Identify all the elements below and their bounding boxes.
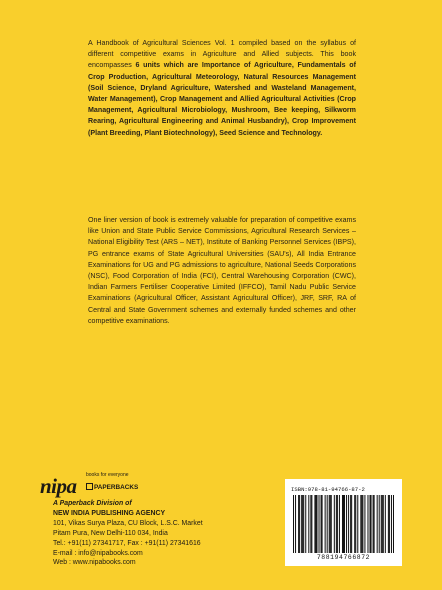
barcode-bar bbox=[391, 495, 392, 553]
publisher-phone: Tel.: +91(11) 27341717, Fax : +91(11) 27341616 bbox=[53, 539, 201, 547]
publisher-web: Web : www.nipabooks.com bbox=[53, 559, 136, 567]
barcode-bar bbox=[357, 495, 358, 553]
barcode-bar bbox=[360, 495, 361, 553]
description-units: 6 units which are Importance of Agriculture, Fundamentals of Crop Production, Agricultural Meteorology, Natural Resources Management (Soil Science, Dryland Agriculture, Watershed and Wasteland Management, Water Management), Crop Management and Allied Agricultural Activities (Crop Management, Agricultural Microbiology, Mushroom, Bee keeping, Silkworm Rearing, Agricultural Engineering and Animal Husbandry), Crop Improvement (Plant Breeding, Plant Biotechnology), Seed Science and Technology. bbox=[88, 61, 356, 137]
barcode-bar bbox=[377, 495, 378, 553]
barcode-bar bbox=[302, 495, 303, 553]
barcode-bar bbox=[315, 495, 316, 553]
logo-imprint-text: PAPERBACKS bbox=[94, 484, 139, 491]
barcode-bar bbox=[362, 495, 363, 553]
barcode-bar bbox=[381, 495, 382, 553]
barcode-bar bbox=[334, 495, 335, 553]
publisher-address-2: Pitam Pura, New Delhi-110 034, India bbox=[53, 529, 168, 537]
barcode-bar bbox=[371, 495, 372, 553]
barcode-bar bbox=[367, 495, 368, 553]
exam-text: One liner version of book is extremely valuable for preparation of competitive exams like Union and State Public Service Commissions, Agricultural Research Services – National Eligibility Test (ARS – NET), Institute of Banking Personnel Services (IBPS), PG entrance exams of State Agricultural Universities (SAU's), All India Entrance Examinations for UG and PG admissions to agriculture, National Seeds Corporations (NSC), Food Corporation of India (FCI), Central Warehousing Corporation (CWC), Indian Farmers Fertiliser Cooperative Limited (IFFCO), Tamil Nadu Public Service Examinations (Agricultural Officer, Assistant Agricultural Officer), JRF, SRF, RA of Central and State Government schemes and externally funded schemes and other competitive examinations. bbox=[88, 216, 356, 325]
description-intro: A Handbook of Agricultural Sciences Vol. 1 compiled based on the syllabus of different competitive exams in Agriculture and Allied subjects. This book encompasses bbox=[88, 39, 356, 70]
barcode-bar bbox=[351, 495, 352, 553]
barcode-bar bbox=[354, 495, 355, 553]
barcode-bar bbox=[311, 495, 312, 553]
barcode-panel bbox=[285, 479, 402, 566]
barcode-digits: 788194766872 bbox=[316, 554, 371, 561]
publisher-division: A Paperback Division of bbox=[53, 500, 132, 507]
barcode-bar bbox=[343, 495, 344, 553]
publisher-info bbox=[53, 499, 203, 568]
barcode-bar bbox=[331, 495, 332, 553]
barcode-bar bbox=[370, 495, 371, 553]
publisher-name: NEW INDIA PUBLISHING AGENCY bbox=[53, 509, 166, 517]
barcode-bar bbox=[383, 495, 384, 553]
paperbacks-icon bbox=[86, 483, 93, 490]
barcode-bar bbox=[299, 495, 300, 553]
barcode-bar bbox=[316, 495, 317, 553]
barcode-bar bbox=[319, 495, 320, 553]
barcode-bar bbox=[336, 495, 337, 553]
publisher-address-1: 101, Vikas Surya Plaza, CU Block, L.S.C. Market bbox=[53, 519, 203, 527]
isbn-label: ISBN:978-81-94766-87-2 bbox=[291, 486, 365, 493]
barcode-bar bbox=[373, 495, 374, 553]
barcode-bar bbox=[301, 495, 302, 553]
barcode-bar bbox=[327, 495, 328, 553]
barcode-bar bbox=[346, 495, 347, 553]
barcode-bar bbox=[303, 495, 304, 553]
barcode-bar bbox=[350, 495, 351, 553]
barcode-bar bbox=[322, 495, 323, 553]
publisher-email: E-mail : info@nipabooks.com bbox=[53, 549, 143, 557]
barcode-bar bbox=[379, 495, 380, 553]
barcode-bar bbox=[321, 495, 322, 553]
logo-imprint bbox=[86, 483, 138, 491]
barcode-bar bbox=[361, 495, 362, 553]
barcode-bar bbox=[374, 495, 375, 553]
barcode-bar bbox=[355, 495, 356, 553]
barcode-bar bbox=[339, 495, 340, 553]
logo-wordmark: nipa bbox=[40, 474, 77, 498]
barcode-bar bbox=[298, 495, 299, 553]
barcode-bar bbox=[293, 495, 294, 553]
barcode-bar bbox=[337, 495, 338, 553]
barcode-bar bbox=[385, 495, 386, 553]
barcode-bar bbox=[308, 495, 309, 553]
barcode-bar bbox=[305, 495, 306, 553]
barcode-bar bbox=[344, 495, 345, 553]
exam-paragraph bbox=[88, 215, 356, 327]
barcode-bar bbox=[295, 495, 296, 553]
barcode-bar bbox=[314, 495, 315, 553]
barcode-bar bbox=[325, 495, 326, 553]
barcode-bar bbox=[348, 495, 349, 553]
barcode-bar bbox=[389, 495, 390, 553]
barcode-bar bbox=[393, 495, 394, 553]
barcode-bar bbox=[329, 495, 330, 553]
barcode-bar bbox=[310, 495, 311, 553]
barcode-bar bbox=[330, 495, 331, 553]
barcode-bar bbox=[364, 495, 365, 553]
description-paragraph bbox=[88, 38, 356, 139]
barcode-bar bbox=[382, 495, 383, 553]
barcode-bar bbox=[388, 495, 389, 553]
barcode-bar bbox=[342, 495, 343, 553]
barcode-icon bbox=[293, 495, 394, 553]
logo-tagline: books for everyone bbox=[86, 472, 129, 478]
